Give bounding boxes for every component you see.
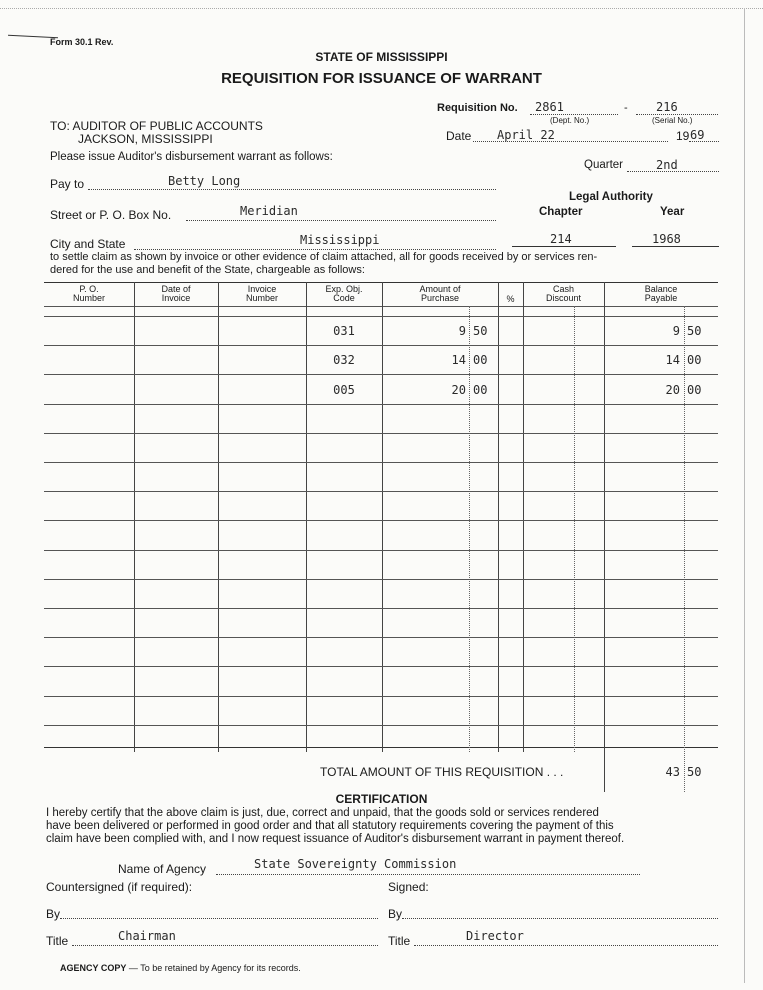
signed-title-label: Title: [388, 934, 411, 948]
table-row: [44, 666, 718, 667]
line-items-table: [44, 282, 718, 779]
settle-text-2: dered for the use and benefit of the State, chargeable as follows:: [50, 264, 365, 276]
header-exp-code: Exp. Obj. Code: [325, 284, 363, 303]
form-title: REQUISITION FOR ISSUANCE OF WARRANT: [221, 70, 542, 87]
table-row: [44, 462, 718, 463]
row2-balance-dollars[interactable]: 14: [665, 353, 680, 367]
table-row: [44, 579, 718, 580]
page-edge-right: [744, 8, 745, 983]
pay-to-line: [88, 189, 496, 190]
col-divider: [218, 282, 219, 752]
chapter-line: [512, 246, 616, 247]
chapter-value[interactable]: 214: [550, 232, 572, 246]
row1-code[interactable]: 031: [333, 324, 355, 338]
settle-text-1: to settle claim as shown by invoice or other evidence of claim attached, all for goods received by or services ren-: [50, 251, 598, 263]
table-row: [44, 491, 718, 492]
table-row: [44, 696, 718, 697]
city-label: City and State: [50, 237, 126, 251]
table-bottom-rule: [44, 747, 718, 748]
cents-divider: [469, 306, 470, 752]
row3-amount-cents[interactable]: 00: [473, 383, 488, 397]
row1-balance-dollars[interactable]: 9: [672, 324, 680, 338]
row2-amount-dollars[interactable]: 14: [451, 353, 466, 367]
state-heading: STATE OF MISSISSIPPI: [315, 50, 448, 64]
header-invoice: Invoice Number: [245, 284, 278, 303]
row2-amount-cents[interactable]: 00: [473, 353, 488, 367]
countersign-by-line[interactable]: [60, 918, 378, 919]
table-row: [44, 725, 718, 726]
cents-divider: [684, 306, 685, 792]
date-label: Date: [446, 129, 472, 143]
signed-by-label: By: [388, 907, 403, 921]
legal-authority-label: Legal Authority: [569, 191, 653, 203]
row3-balance-cents[interactable]: 00: [687, 383, 702, 397]
date-year-line: [689, 141, 719, 142]
agency-value[interactable]: State Sovereignty Commission: [254, 857, 457, 871]
row3-amount-dollars[interactable]: 20: [451, 383, 466, 397]
certification-line2: have been delivered or performed in good order and that all statutory requirements covering the payment of this: [46, 820, 614, 832]
countersigned-label: Countersigned (if required):: [46, 880, 193, 894]
col-divider: [498, 282, 499, 752]
table-row: [44, 608, 718, 609]
footer-rest: — To be retained by Agency for its records.: [126, 963, 301, 973]
serial-caption: (Serial No.): [652, 116, 693, 125]
pay-to-label: Pay to: [50, 177, 85, 191]
pay-to-value[interactable]: Betty Long: [168, 174, 241, 188]
header-po: P. O. Number: [72, 284, 105, 303]
margin-mark: [8, 35, 58, 39]
city-value[interactable]: Mississippi: [300, 233, 380, 247]
table-row: [44, 316, 718, 317]
countersign-title-value[interactable]: Chairman: [118, 929, 176, 943]
signed-title-value[interactable]: Director: [466, 929, 524, 943]
date-value[interactable]: April 22: [497, 128, 555, 142]
date-year-prefix: 19: [676, 129, 690, 143]
quarter-value[interactable]: 2nd: [656, 158, 678, 172]
countersign-by-label: By: [46, 907, 61, 921]
footer-bold: AGENCY COPY: [60, 963, 127, 973]
table-row: [44, 404, 718, 405]
dept-no-line: [530, 114, 618, 115]
requisition-label: Requisition No.: [437, 102, 518, 114]
agency-label: Name of Agency: [118, 862, 207, 876]
row2-code[interactable]: 032: [333, 353, 355, 367]
row3-balance-dollars[interactable]: 20: [665, 383, 680, 397]
table-row: [44, 345, 718, 346]
table-row: [44, 637, 718, 638]
header-date: Date of Invoice: [161, 284, 191, 303]
certification-line3: claim have been complied with, and I now request issuance of Auditor's disbursement warrant in payment thereof.: [46, 833, 625, 845]
col-divider: [523, 282, 524, 752]
city-line: [134, 249, 496, 250]
addressee-line2: JACKSON, MISSISSIPPI: [78, 132, 213, 146]
table-row: [44, 550, 718, 551]
table-top-rule: [44, 282, 718, 283]
year-label: Year: [660, 206, 685, 218]
agency-line: [216, 874, 640, 875]
form-number: Form 30.1 Rev.: [50, 37, 114, 47]
chapter-label: Chapter: [539, 206, 583, 218]
certification-line1: I hereby certify that the above claim is just, due, correct and unpaid, that the goods sold or services rendered: [46, 807, 599, 819]
dept-caption: (Dept. No.): [550, 116, 590, 125]
dept-no-value[interactable]: 2861: [535, 100, 564, 114]
countersign-title-label: Title: [46, 934, 69, 948]
quarter-label: Quarter: [584, 159, 623, 171]
header-balance: Balance Payable: [644, 284, 678, 303]
date-year-value[interactable]: 69: [690, 128, 705, 142]
header-percent: %: [506, 294, 515, 304]
countersign-title-line: [72, 945, 378, 946]
row3-code[interactable]: 005: [333, 383, 355, 397]
requisition-dash: -: [624, 102, 628, 114]
instruction-text: Please issue Auditor's disbursement warrant as follows:: [50, 151, 333, 163]
row1-amount-cents[interactable]: 50: [473, 324, 488, 338]
cents-divider: [574, 306, 575, 752]
year-line: [632, 246, 719, 247]
total-dollars[interactable]: 43: [665, 765, 680, 779]
street-line: [186, 220, 496, 221]
row2-balance-cents[interactable]: 00: [687, 353, 702, 367]
col-divider: [134, 282, 135, 752]
row1-amount-dollars[interactable]: 9: [458, 324, 466, 338]
table-row: [44, 433, 718, 434]
addressee-line1: TO: AUDITOR OF PUBLIC ACCOUNTS: [50, 119, 263, 133]
legal-year-value[interactable]: 1968: [652, 232, 681, 246]
row1-balance-cents[interactable]: 50: [687, 324, 702, 338]
table-row: [44, 374, 718, 375]
serial-no-value[interactable]: 216: [656, 100, 678, 114]
street-label: Street or P. O. Box No.: [50, 208, 172, 222]
header-amount: Amount of Purchase: [419, 284, 461, 303]
header-rule: [44, 306, 718, 307]
total-cents[interactable]: 50: [687, 765, 702, 779]
page-edge-top: [0, 8, 763, 9]
serial-no-line: [636, 114, 718, 115]
signed-label: Signed:: [388, 880, 429, 894]
table-row: [44, 520, 718, 521]
signed-by-line[interactable]: [402, 918, 718, 919]
footer-note: [60, 963, 301, 973]
certification-heading: CERTIFICATION: [335, 792, 428, 806]
header-cash-discount: Cash Discount: [545, 284, 581, 303]
total-label: TOTAL AMOUNT OF THIS REQUISITION . . .: [320, 765, 564, 779]
signed-title-line: [414, 945, 718, 946]
street-value[interactable]: Meridian: [240, 204, 298, 218]
